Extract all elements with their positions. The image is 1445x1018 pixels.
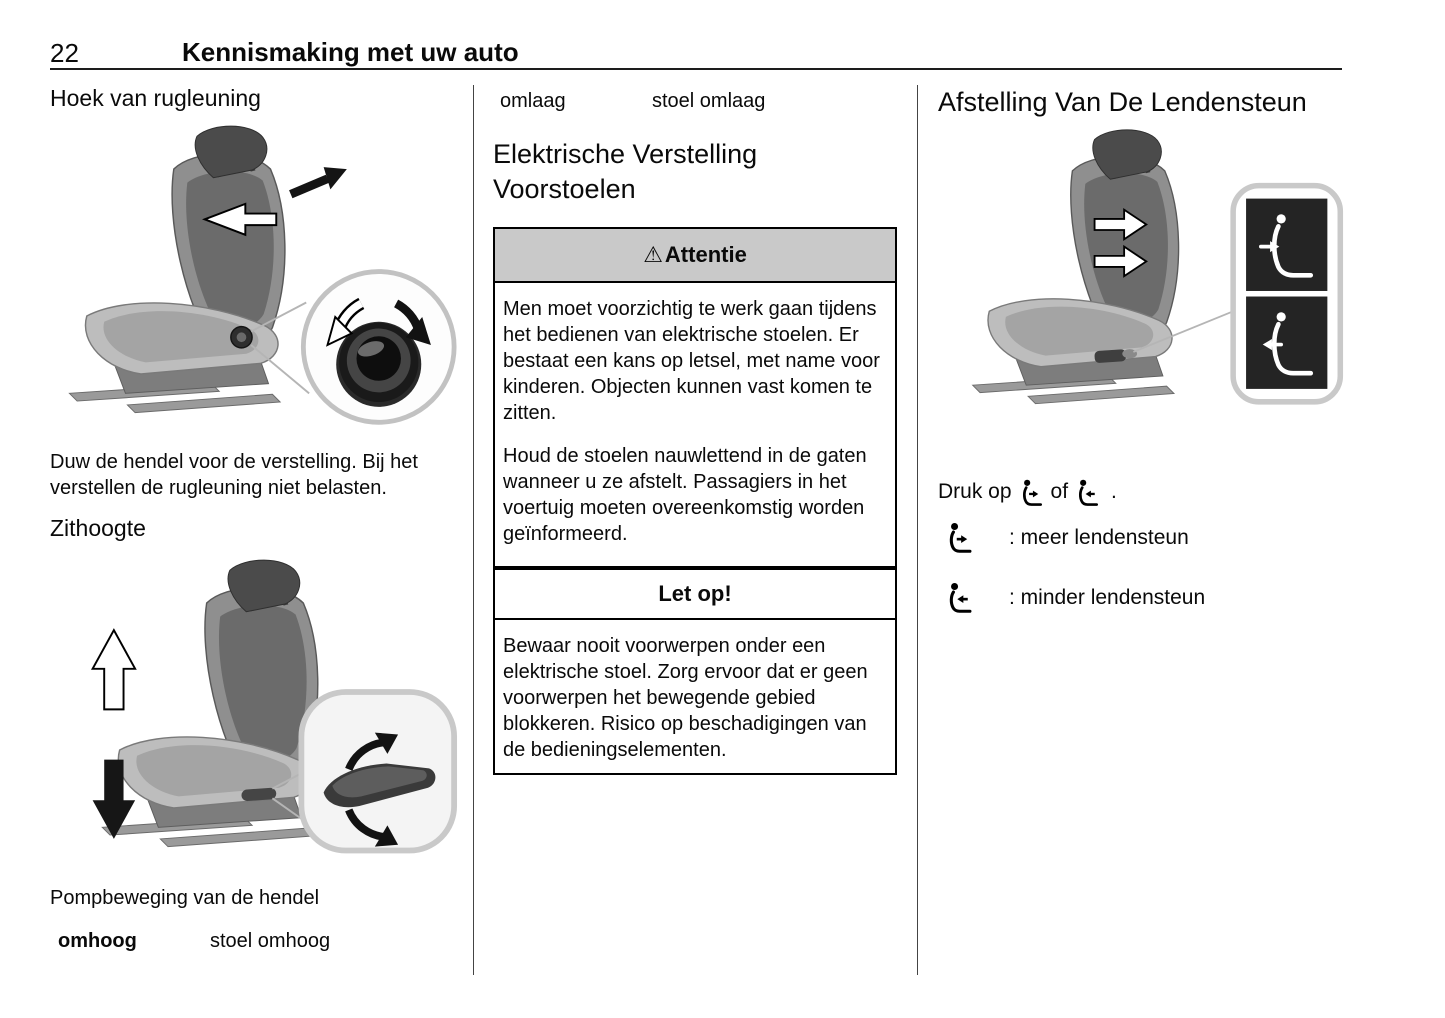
seat-height-illustration — [52, 547, 458, 860]
press-connector: of — [1050, 480, 1069, 503]
lumbar-less-button — [1246, 297, 1327, 389]
recline-knob — [231, 327, 252, 348]
seat-height-figure — [52, 547, 458, 860]
lumbar-more-icon — [1018, 478, 1045, 507]
lumbar-more-icon — [944, 521, 975, 554]
seat-height-caption: Pompbeweging van de hendel — [50, 887, 320, 909]
note-paragraph: Bewaar nooit voorwerpen onder een elektrische stoel. Zorg ervoor dat er geen voorwerpen het bewegende gebied blokkeren. Risico op beschadigingen van de bedieningselementen. — [503, 635, 868, 761]
height-lever — [241, 787, 277, 801]
warning-paragraph: Men moet voorzichtig te werk gaan tijdens het bedienen van elektrische stoelen. Er bestaat een kans op letsel, met name voor kinderen. Objecten kunnen vast komen te zitten. — [503, 298, 880, 424]
warning-title: Attentie — [664, 242, 747, 267]
lumbar-illustration — [956, 121, 1344, 417]
warning-box — [493, 227, 897, 568]
height-lever-inset — [301, 692, 454, 851]
legend-text: : minder lendensteun — [1009, 585, 1206, 609]
action-result: stoel omlaag — [652, 90, 766, 112]
note-box-body — [495, 620, 895, 773]
note-box-header: Let op! — [495, 570, 895, 620]
seat-up-arrow — [93, 630, 136, 709]
legend-item-less — [944, 581, 1205, 614]
backrest-angle-illustration — [52, 113, 458, 426]
action-row-omlaag — [500, 90, 765, 113]
column-middle — [493, 85, 897, 990]
page-number: 22 — [50, 38, 79, 68]
recline-knob-inset — [303, 272, 454, 423]
page-title: Kennismaking met uw auto — [182, 37, 519, 67]
column-right — [938, 85, 1343, 990]
header-rule — [50, 68, 1342, 70]
column-divider-left — [473, 85, 474, 975]
column-left — [50, 85, 470, 990]
section-title-lumbar: Afstelling Van De Lendensteun — [938, 87, 1307, 117]
legend-text: : meer lendensteun — [1009, 525, 1189, 549]
column-divider-right — [917, 85, 918, 975]
warning-paragraph: Houd de stoelen nauwlettend in de gaten wanneer u ze afstelt. Passagiers in het voertuig moeten overeenkomstig worden geïnformeerd. — [503, 445, 867, 545]
backrest-angle-figure — [52, 113, 458, 426]
action-label: omhoog — [58, 930, 137, 952]
lumbar-less-icon — [944, 581, 975, 614]
warning-icon: ⚠ — [643, 242, 663, 267]
press-prefix: Druk op — [938, 480, 1012, 503]
section-title-backrest-angle: Hoek van rugleuning — [50, 85, 261, 111]
action-result: stoel omhoog — [210, 930, 331, 952]
note-box — [493, 568, 897, 775]
lumbar-buttons-inset — [1233, 186, 1340, 402]
action-label: omlaag — [500, 90, 566, 112]
action-row-omhoog — [58, 930, 330, 953]
press-suffix: . — [1111, 480, 1117, 503]
lumbar-press-instruction — [938, 478, 1117, 507]
section-title-seat-height: Zithoogte — [50, 515, 146, 541]
warning-box-header — [495, 229, 895, 283]
backrest-forward-arrow — [291, 167, 347, 194]
lumbar-figure — [956, 121, 1344, 417]
lumbar-more-button — [1246, 199, 1327, 291]
backrest-angle-caption: Duw de hendel voor de verstelling. Bij het verstellen de rugleuning niet belasten. — [50, 451, 418, 499]
warning-box-body — [495, 283, 895, 566]
section-title-electric-adjustment: Elektrische Verstelling Voorstoelen — [493, 139, 758, 205]
legend-item-more — [944, 521, 1189, 554]
lumbar-less-icon — [1074, 478, 1101, 507]
